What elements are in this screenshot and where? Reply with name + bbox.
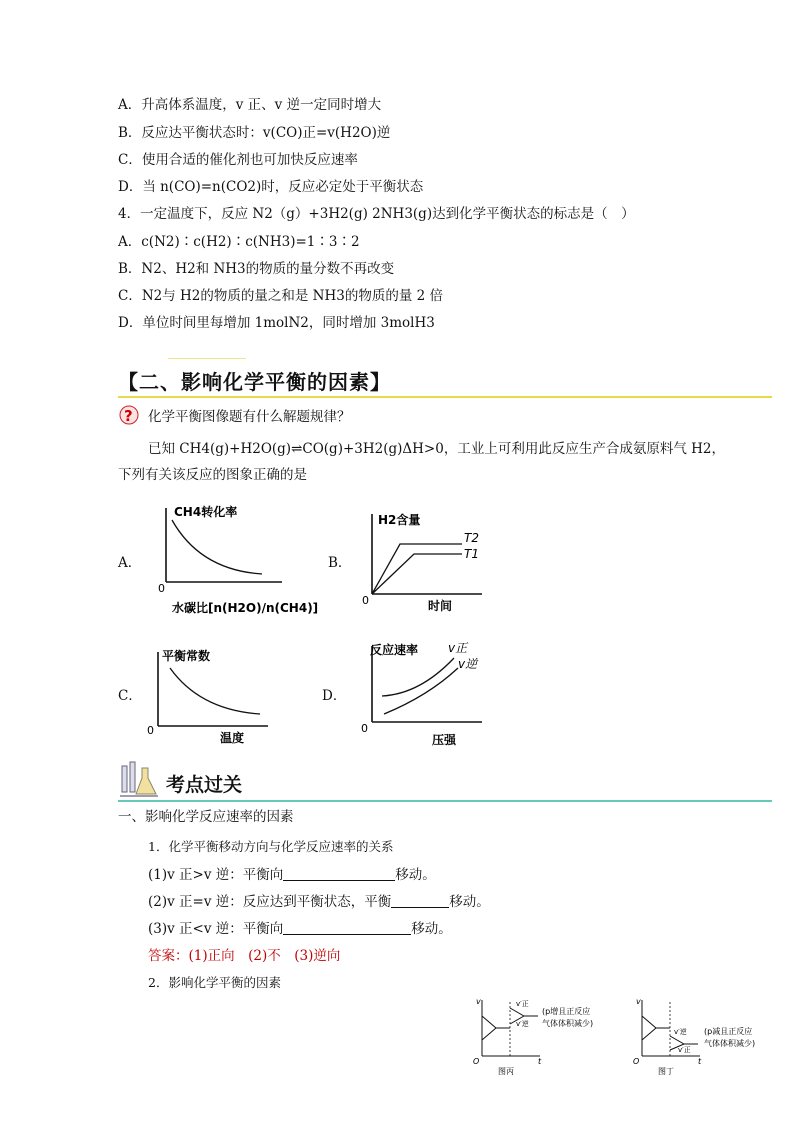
graph-a-ylabel: CH4转化率 bbox=[174, 505, 238, 519]
fig-bing-t: t bbox=[538, 1057, 542, 1066]
lab-flask-icon bbox=[118, 760, 160, 800]
graph-c bbox=[144, 646, 274, 746]
kaodian-point-2: 2．影响化学平衡的因素 bbox=[148, 975, 281, 990]
answer-line: 答案：(1)正向 (2)不 (3)逆向 bbox=[148, 948, 341, 964]
graph-c-origin: 0 bbox=[147, 724, 154, 737]
graph-a-xlabel: 水碳比[n(H2O)/n(CH4)] bbox=[172, 601, 319, 615]
rule-3-post: 移动。 bbox=[411, 921, 452, 937]
fig-bing-note1: (p增且正反应 bbox=[542, 1007, 591, 1016]
graph-a-label: A． bbox=[118, 555, 142, 571]
fig-bing-bottom: v′逆 bbox=[516, 1020, 529, 1028]
rule-2-post: 移动。 bbox=[449, 894, 490, 910]
stem-line-2: 下列有关该反应的图象正确的是 bbox=[118, 467, 307, 483]
graph-c-label: C． bbox=[118, 688, 142, 704]
graph-b-curve2-label: T1 bbox=[464, 547, 479, 561]
fig-bing-top: v′正 bbox=[516, 1000, 529, 1008]
kaodian-heading-1: 一、影响化学反应速率的因素 bbox=[118, 809, 294, 825]
q3-option-c: C．使用合适的催化剂也可加快反应速率 bbox=[118, 152, 358, 168]
fig-ding-caption: 图丁 bbox=[658, 1067, 674, 1076]
kaodian-title: 考点过关 bbox=[166, 774, 243, 796]
graph-c-xlabel: 温度 bbox=[220, 731, 245, 745]
fig-bing-v: v bbox=[476, 997, 481, 1006]
fig-ding-note2: 气体体积减少) bbox=[704, 1039, 756, 1048]
graph-d-xlabel: 压强 bbox=[432, 733, 457, 747]
section-heading: 【二、影响化学平衡的因素】 bbox=[118, 370, 391, 394]
stem-line-1: 已知 CH4(g)+H2O(g)⇌CO(g)+3H2(g)ΔH>0，工业上可利用此反应生产合成氨原料气 H2， bbox=[148, 441, 725, 457]
fig-ding-note1: (p减且正反应 bbox=[704, 1027, 753, 1036]
section-question: 化学平衡图像题有什么解题规律？ bbox=[148, 409, 351, 425]
fig-bing-caption: 图丙 bbox=[498, 1067, 514, 1076]
graph-d-curve-reverse bbox=[384, 668, 458, 714]
q4-option-a: A．c(N2)∶c(H2)∶c(NH3)=1∶3∶2 bbox=[118, 234, 360, 250]
rule-2-pre: (2)v 正=v 逆：反应达到平衡状态，平衡 bbox=[148, 894, 392, 910]
rule-2-blank bbox=[391, 894, 449, 908]
fig-bing-note2: 气体体积减少) bbox=[542, 1019, 594, 1028]
rule-3-pre: (3)v 正<v 逆：平衡向 bbox=[148, 921, 284, 937]
graph-b-label: B． bbox=[328, 555, 352, 571]
q4-option-d: D．单位时间里每增加 1molN2，同时增加 3molH3 bbox=[118, 315, 435, 331]
graph-b-curve-t2 bbox=[372, 544, 462, 594]
kaodian-point-1: 1．化学平衡移动方向与化学反应速率的关系 bbox=[148, 839, 394, 854]
fig-ding-v: v bbox=[636, 997, 641, 1006]
graph-b-origin: 0 bbox=[362, 594, 369, 607]
section-rule bbox=[118, 396, 772, 398]
fig-ding-bottom: v′正 bbox=[678, 1046, 691, 1054]
rule-3-blank bbox=[283, 921, 411, 935]
kaodian-rule bbox=[118, 800, 772, 802]
q3-option-d: D．当 n(CO)=n(CO2)时，反应必定处于平衡状态 bbox=[118, 179, 424, 195]
graph-c-ylabel: 平衡常数 bbox=[162, 649, 211, 663]
fig-ding-top: v′逆 bbox=[674, 1028, 687, 1036]
rule-1-pre: (1)v 正>v 逆：平衡向 bbox=[148, 867, 284, 883]
graph-a-origin: 0 bbox=[158, 582, 165, 595]
rule-1-blank bbox=[283, 867, 395, 881]
graph-d-label: D． bbox=[322, 688, 347, 704]
rule-3 bbox=[148, 920, 452, 938]
fig-bing-o: O bbox=[473, 1057, 480, 1066]
graph-a-curve bbox=[172, 520, 262, 574]
svg-text:?: ? bbox=[124, 407, 133, 425]
graph-d-origin: 0 bbox=[361, 722, 368, 735]
graph-d bbox=[358, 636, 488, 750]
graph-d-curve2-label: v逆 bbox=[458, 657, 478, 671]
q4-option-c: C．N2与 H2的物质的量之和是 NH3的物质的量 2 倍 bbox=[118, 288, 444, 304]
q3-option-b: B．反应达平衡状态时：v(CO)正=v(H2O)逆 bbox=[118, 125, 391, 141]
graph-a bbox=[158, 500, 319, 620]
graph-d-curve1-label: v正 bbox=[448, 641, 468, 655]
graph-b-curve-t1 bbox=[372, 554, 462, 594]
q4-option-b: B．N2、H2和 NH3的物质的量分数不再改变 bbox=[118, 261, 395, 277]
rule-1 bbox=[148, 866, 436, 884]
q4-stem: 4．一定温度下，反应 N2（g）+3H2(g) 2NH3(g)达到化学平衡状态的标志是（ ） bbox=[118, 206, 635, 222]
section-top-rule bbox=[168, 358, 246, 359]
graph-d-curve-forward bbox=[382, 658, 454, 696]
graph-b-ylabel: H2含量 bbox=[378, 513, 421, 527]
graph-c-curve bbox=[170, 668, 260, 714]
graph-b bbox=[358, 506, 488, 616]
graph-d-ylabel: 反应速率 bbox=[370, 643, 419, 657]
question-icon bbox=[118, 404, 140, 428]
q3-option-a: A．升高体系温度，v 正、v 逆一定同时增大 bbox=[118, 97, 382, 113]
rule-1-post: 移动。 bbox=[395, 867, 436, 883]
graph-b-curve1-label: T2 bbox=[464, 531, 479, 545]
fig-ding-t: t bbox=[698, 1057, 702, 1066]
rule-2 bbox=[148, 893, 490, 911]
fig-bing bbox=[470, 994, 620, 1076]
fig-ding-o: O bbox=[633, 1057, 640, 1066]
fig-ding bbox=[630, 994, 780, 1076]
graph-b-xlabel: 时间 bbox=[428, 599, 453, 613]
